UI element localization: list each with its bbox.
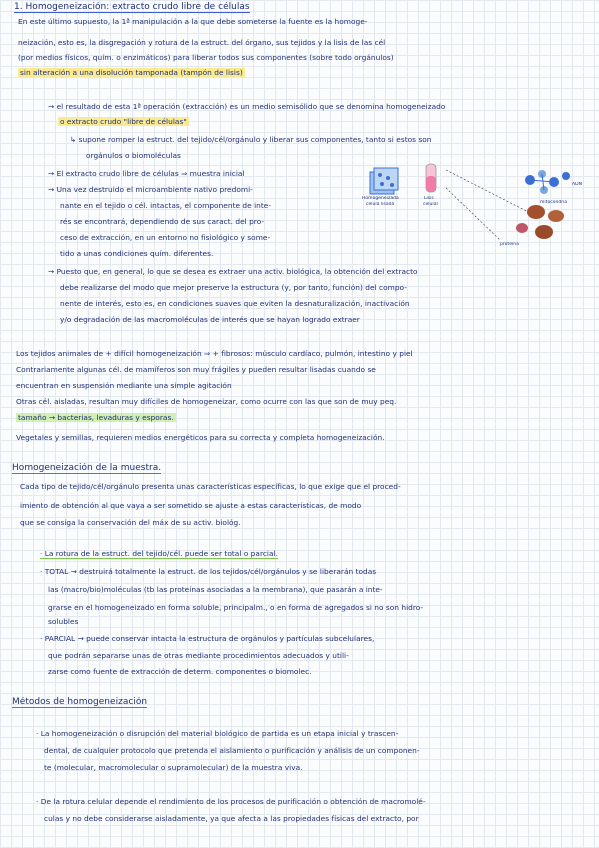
- bullet4-line: las (macro/bio)moléculas (tb las proteínas asociadas a la membrana), que pasarán a inte-: [48, 585, 383, 594]
- para2-line: encuentran en suspensión mediante una simple agitación: [16, 381, 232, 390]
- bullet4-line: zarse como fuente de extracción de determ. componentes o biomolec.: [48, 667, 312, 676]
- figure-label: Lisis: [424, 196, 434, 201]
- bullet4-line: · TOTAL → destruirá totalmente la estruct. de los tejidos/cél/orgánulos y se liberarán todas: [40, 567, 377, 576]
- para4-line: · La homogeneización o disrupción del material biológico de partida es un etapa inicial y trascen-: [36, 729, 399, 738]
- bullet4-line: solubles: [48, 617, 79, 626]
- figure-label: ADN: [572, 182, 582, 187]
- bullet3-line: → Puesto que, en general, lo que se desea es extraer una activ. biológica, la obtención del extracto: [48, 267, 418, 276]
- para2-line: Vegetales y semillas, requieren medios energéticos para su correcta y completa homogeneización.: [16, 433, 385, 442]
- bullet2-line: → El extracto crudo libre de células ⇒ muestra inicial: [48, 169, 245, 178]
- para3-line: que se consiga la conservación del máx de su activ. biológ.: [20, 518, 241, 527]
- heading-homogeneizacion: 1. Homogeneización: extracto crudo libre de células: [14, 2, 250, 12]
- bullet3-line: y/o degradación de las macromoléculas de interés que se hayan logrado extraer: [60, 315, 360, 324]
- para4-line: · De la rotura celular depende el rendimiento de los procesos de purificación o obtención de macromolé-: [36, 797, 426, 806]
- bullet4-line: · PARCIAL → puede conservar intacta la estructura de orgánulos y partículas subcelulares,: [40, 634, 375, 643]
- para3-line: Cada tipo de tejido/cél/orgánulo presenta unas características específicas, lo que exige que el proced-: [20, 482, 401, 491]
- figure-drawing: [360, 160, 592, 258]
- para4-line: te (molecular, macromolecular o supramolecular) de la muestra viva.: [44, 763, 303, 772]
- bullet1-line: ↳ supone romper la estruct. del tejido/cél/orgánulo y liberar sus componentes, tanto si estos son: [70, 135, 432, 144]
- para2-line: Contrariamente algunas cél. de mamíferos son muy frágiles y pueden resultar lisadas cuando se: [16, 365, 376, 374]
- lysis-tube-icon: [426, 164, 436, 192]
- heading-metodos: Métodos de homogeneización: [12, 697, 148, 707]
- cell-cube-icon: [370, 168, 398, 194]
- para4-line: culas y no debe considerarse aisladamente, ya que afecta a las propiedades físicas del extracto, por: [44, 814, 419, 823]
- biomolecules-icon: [525, 170, 570, 194]
- para1-line: neización, esto es, la disgregación y rotura de la estruct. del órgano, sus tejidos y la lisis de las cél: [18, 38, 386, 47]
- bullet2-line: tido a unas condiciones quím. diferentes.: [60, 249, 214, 258]
- bullet3-line: debe realizarse del modo que mejor preserve la estructura (y, por tanto, función) del compo-: [60, 283, 407, 292]
- para1-line: (por medios físicos, quím. o enzimáticos) para liberar todos sus componentes (sobre todo orgánulos): [18, 53, 394, 62]
- bullet3-line: nente de interés, esto es, en condiciones suaves que eviten la desnaturalización, inactivación: [60, 299, 410, 308]
- figure-label: Homogeneizada: [362, 196, 399, 201]
- para2-line: tamaño → bacterias, levaduras y esporas.: [18, 413, 174, 422]
- figure-label: célula lisada: [366, 202, 395, 207]
- bullet2-line: rés se encontrará, dependiendo de sus caract. del pro-: [60, 217, 265, 226]
- para3-line: imiento de obtención al que vaya a ser sometido se ajuste a estas características, de modo: [20, 501, 362, 510]
- homogenization-figure: [360, 160, 592, 258]
- bullet1-line: o extracto crudo "libre de células": [60, 117, 187, 126]
- para1-line: sin alteración a una disolución tamponada (tampón de lisis): [20, 68, 243, 77]
- bullet2-line: ceso de extracción, en un entorno no fisiológico y some-: [60, 233, 271, 242]
- para1-line: En este último supuesto, la 1ª manipulación a la que debe someterse la fuente es la homoge-: [18, 17, 368, 26]
- bullet4-line: · La rotura de la estruct. del tejido/cél. puede ser total o parcial.: [40, 549, 278, 558]
- bullet1-line: orgánulos o biomoléculas: [86, 151, 181, 160]
- para2-line: Los tejidos animales de + difícil homogeneización ⇒ + fibrosos: músculo cardíaco, pulmón, intestino y piel: [16, 349, 413, 358]
- bullet2-line: nante en el tejido o cél. intactas, el componente de inte-: [60, 201, 272, 210]
- bullet4-line: que podrán separarse unas de otras mediante procedimientos adecuados y utili-: [48, 651, 349, 660]
- organelles-icon: [516, 205, 564, 239]
- figure-label: mitocondria: [540, 200, 568, 205]
- figure-label: celular: [423, 202, 439, 207]
- para4-line: dental, de cualquier protocolo que pretenda el aislamiento o purificación y análisis de un componen-: [44, 746, 420, 755]
- figure-label: proteína: [500, 242, 519, 247]
- bullet2-line: → Una vez destruido el microambiente nativo predomi-: [48, 185, 253, 194]
- para2-line: Otras cél. aisladas, resultan muy difíciles de homogeneizar, como ocurre con las que son de muy peq.: [16, 397, 397, 406]
- bullet1-line: → el resultado de esta 1ª operación (extracción) es un medio semisólido que se denomina homogeneizado: [48, 102, 446, 111]
- bullet4-line: grarse en el homogeneizado en forma soluble, principalm., o en forma de agregados si no son hidro-: [48, 603, 424, 612]
- heading-homogeneizacion-muestra: Homogeneización de la muestra.: [12, 463, 162, 473]
